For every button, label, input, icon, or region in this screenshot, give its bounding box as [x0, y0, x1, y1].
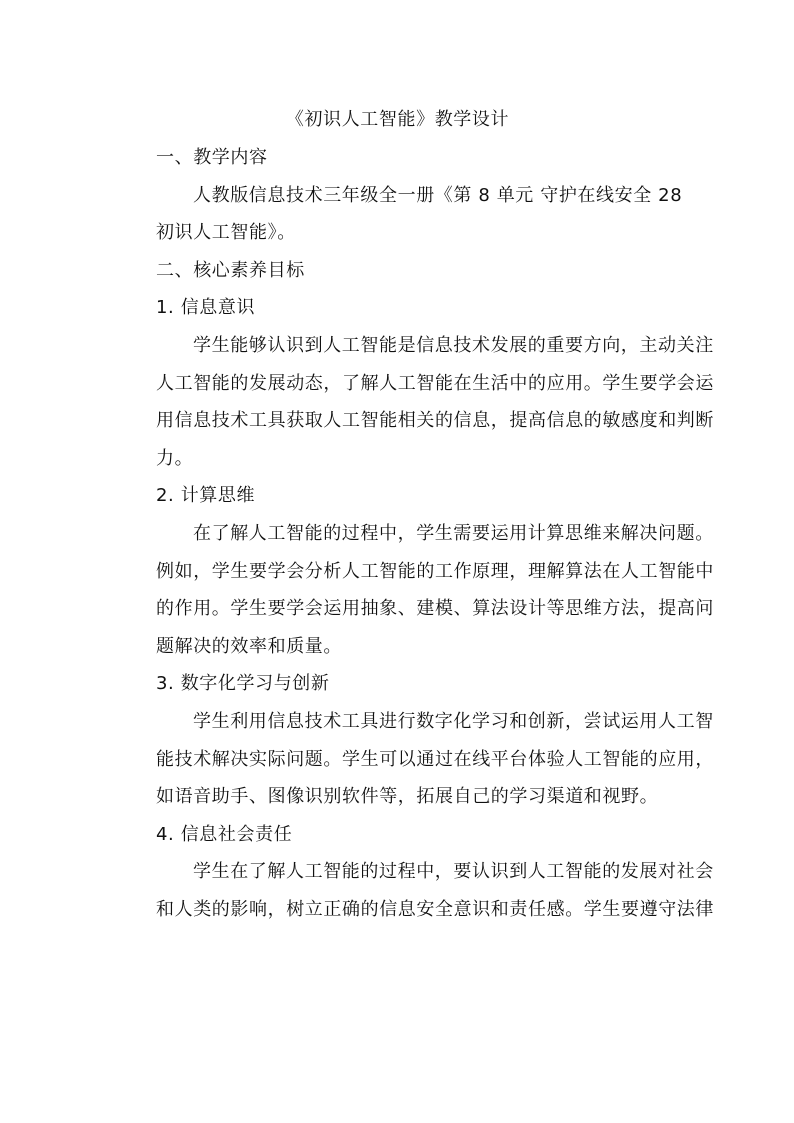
section-heading-teaching-content: 一、教学内容 [156, 147, 268, 168]
paragraph-computational-thinking [119, 515, 714, 665]
document-body [119, 101, 714, 928]
text-line: 初识人工智能》。 [156, 222, 296, 244]
paragraph-information-awareness [119, 327, 714, 477]
text-line: 人教版信息技术三年级全一册《第 8 单元 守护在线安全 28 [193, 184, 683, 206]
document-title: 《初识人工智能》教学设计 [285, 109, 510, 130]
section-heading-core-literacy: 二、核心素养目标 [156, 259, 305, 281]
paragraph-teaching-content [119, 177, 683, 252]
text-line: 能技术解决实际问题。学生可以通过在线平台体验人工智能的应用， [156, 748, 714, 770]
text-line: 题解决的效率和质量。 [156, 635, 342, 657]
subheading-computational-thinking: 2. 计算思维 [156, 485, 256, 507]
text-line: 和人类的影响，树立正确的信息安全意识和责任感。学生要遵守法律 [156, 898, 714, 920]
text-line: 在了解人工智能的过程中，学生需要运用计算思维来解决问题。 [193, 522, 714, 544]
text-line: 力。 [156, 447, 194, 469]
paragraph-digital-learning [119, 703, 714, 816]
text-line: 人工智能的发展动态，了解人工智能在生活中的应用。学生要学会运 [156, 372, 714, 394]
subheading-information-awareness: 1. 信息意识 [156, 297, 256, 319]
text-line: 例如，学生要学会分析人工智能的工作原理，理解算法在人工智能中 [156, 560, 714, 582]
paragraph-social-responsibility [119, 853, 714, 928]
subheading-social-responsibility: 4. 信息社会责任 [156, 823, 293, 845]
text-line: 学生能够认识到人工智能是信息技术发展的重要方向，主动关注 [193, 334, 714, 356]
text-line: 学生利用信息技术工具进行数字化学习和创新，尝试运用人工智 [193, 710, 714, 732]
subheading-digital-learning: 3. 数字化学习与创新 [156, 673, 330, 695]
text-line: 学生在了解人工智能的过程中，要认识到人工智能的发展对社会 [193, 861, 714, 883]
text-line: 如语音助手、图像识别软件等，拓展自己的学习渠道和视野。 [156, 786, 659, 808]
text-line: 用信息技术工具获取人工智能相关的信息，提高信息的敏感度和判断 [156, 410, 714, 432]
text-line: 的作用。学生要学会运用抽象、建模、算法设计等思维方法，提高问 [156, 598, 714, 620]
